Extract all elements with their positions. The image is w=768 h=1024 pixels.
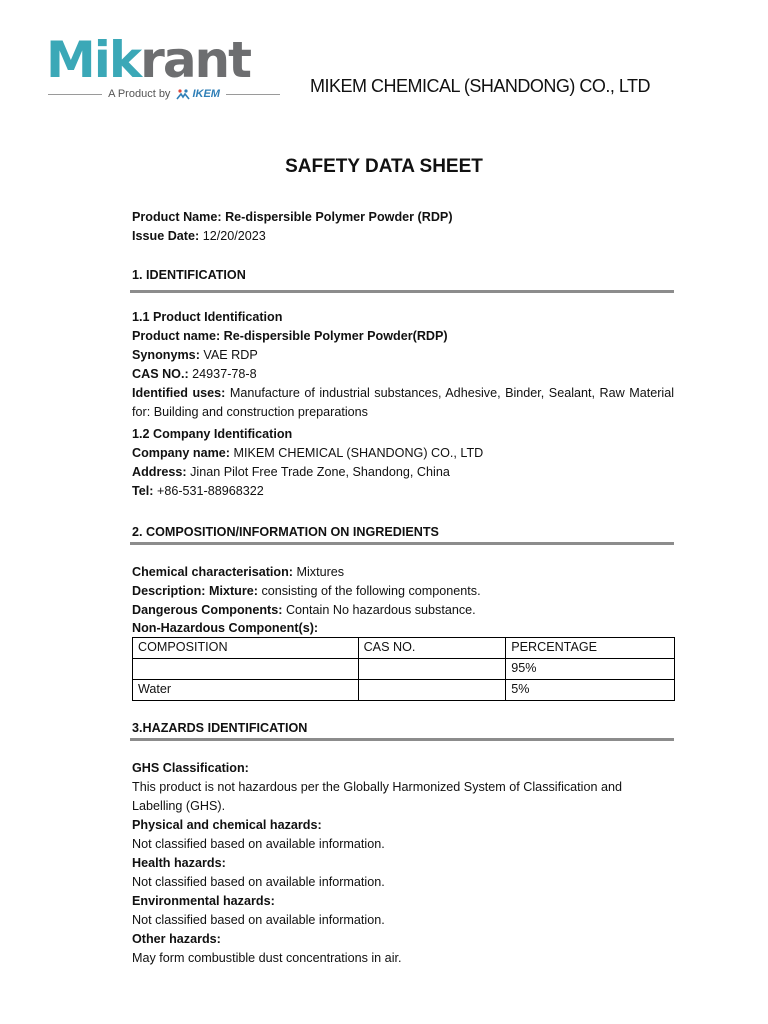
chemical-characterisation-line: Chemical characterisation: Mixtures — [132, 565, 345, 579]
other-hazards-label: Other hazards: — [132, 932, 221, 946]
table-cell — [358, 680, 506, 701]
section-2-heading: 2. COMPOSITION/INFORMATION ON INGREDIENTS — [132, 525, 439, 539]
table-cell — [133, 659, 359, 680]
ghs-label: GHS Classification: — [132, 761, 249, 775]
company-name-line: Company name: MIKEM CHEMICAL (SHANDONG) CO., LTD — [132, 446, 484, 460]
product-name-line: Product name: Re-dispersible Polymer Powder(RDP) — [132, 329, 448, 343]
health-hazards-label: Health hazards: — [132, 856, 226, 870]
logo-divider — [226, 94, 280, 95]
meta-issue-date: Issue Date: 12/20/2023 — [132, 229, 266, 243]
logo-tagline: A Product by IKEM — [48, 86, 280, 102]
composition-table — [132, 637, 675, 701]
dangerous-components-line: Dangerous Components: Contain No hazardous substance. — [132, 603, 476, 617]
table-cell: Water — [133, 680, 359, 701]
table-row — [133, 659, 675, 680]
ikem-mark-icon — [176, 89, 190, 100]
cas-line: CAS NO.: 24937-78-8 — [132, 367, 257, 381]
environmental-hazards-label: Environmental hazards: — [132, 894, 275, 908]
section-1-heading: 1. IDENTIFICATION — [132, 268, 246, 282]
ghs-text: This product is not hazardous per the Globally Harmonized System of Classification and Labelling (GHS). — [132, 780, 622, 813]
synonyms-line: Synonyms: VAE RDP — [132, 348, 258, 362]
meta-product-name: Product Name: Re-dispersible Polymer Powder (RDP) — [132, 210, 453, 224]
address-line: Address: Jinan Pilot Free Trade Zone, Shandong, China — [132, 465, 450, 479]
logo-divider — [48, 94, 102, 95]
table-header-cell: COMPOSITION — [133, 638, 359, 659]
non-hazardous-label: Non-Hazardous Component(s): — [132, 621, 319, 635]
company-logo — [44, 30, 280, 106]
table-header-cell: PERCENTAGE — [506, 638, 675, 659]
description-line: Description: Mixture: consisting of the following components. — [132, 584, 481, 598]
section-3-heading: 3.HAZARDS IDENTIFICATION — [132, 721, 308, 735]
subsection-heading: 1.2 Company Identification — [132, 427, 293, 441]
company-header: MIKEM CHEMICAL (SHANDONG) CO., LTD — [310, 76, 651, 96]
logo-wordmark: Mikrant — [46, 31, 251, 89]
table-row — [133, 680, 675, 701]
ikem-logo: IKEM — [176, 88, 220, 100]
table-cell: 95% — [506, 659, 675, 680]
table-header-row — [133, 638, 675, 659]
table-cell: 5% — [506, 680, 675, 701]
tel-line: Tel: +86-531-88968322 — [132, 484, 264, 498]
document-title: SAFETY DATA SHEET — [285, 156, 483, 177]
health-hazards-text: Not classified based on available information. — [132, 875, 385, 889]
identified-uses-line: Identified uses: Manufacture of industrial substances, Adhesive, Binder, Sealant, Raw Material for: Building and construction preparations — [132, 386, 674, 419]
subsection-heading: 1.1 Product Identification — [132, 310, 283, 324]
physical-hazards-text: Not classified based on available information. — [132, 837, 385, 851]
table-header-cell: CAS NO. — [358, 638, 506, 659]
table-cell — [358, 659, 506, 680]
physical-hazards-label: Physical and chemical hazards: — [132, 818, 322, 832]
document-body — [132, 208, 674, 968]
other-hazards-text: May form combustible dust concentrations in air. — [132, 951, 402, 965]
environmental-hazards-text: Not classified based on available information. — [132, 913, 385, 927]
